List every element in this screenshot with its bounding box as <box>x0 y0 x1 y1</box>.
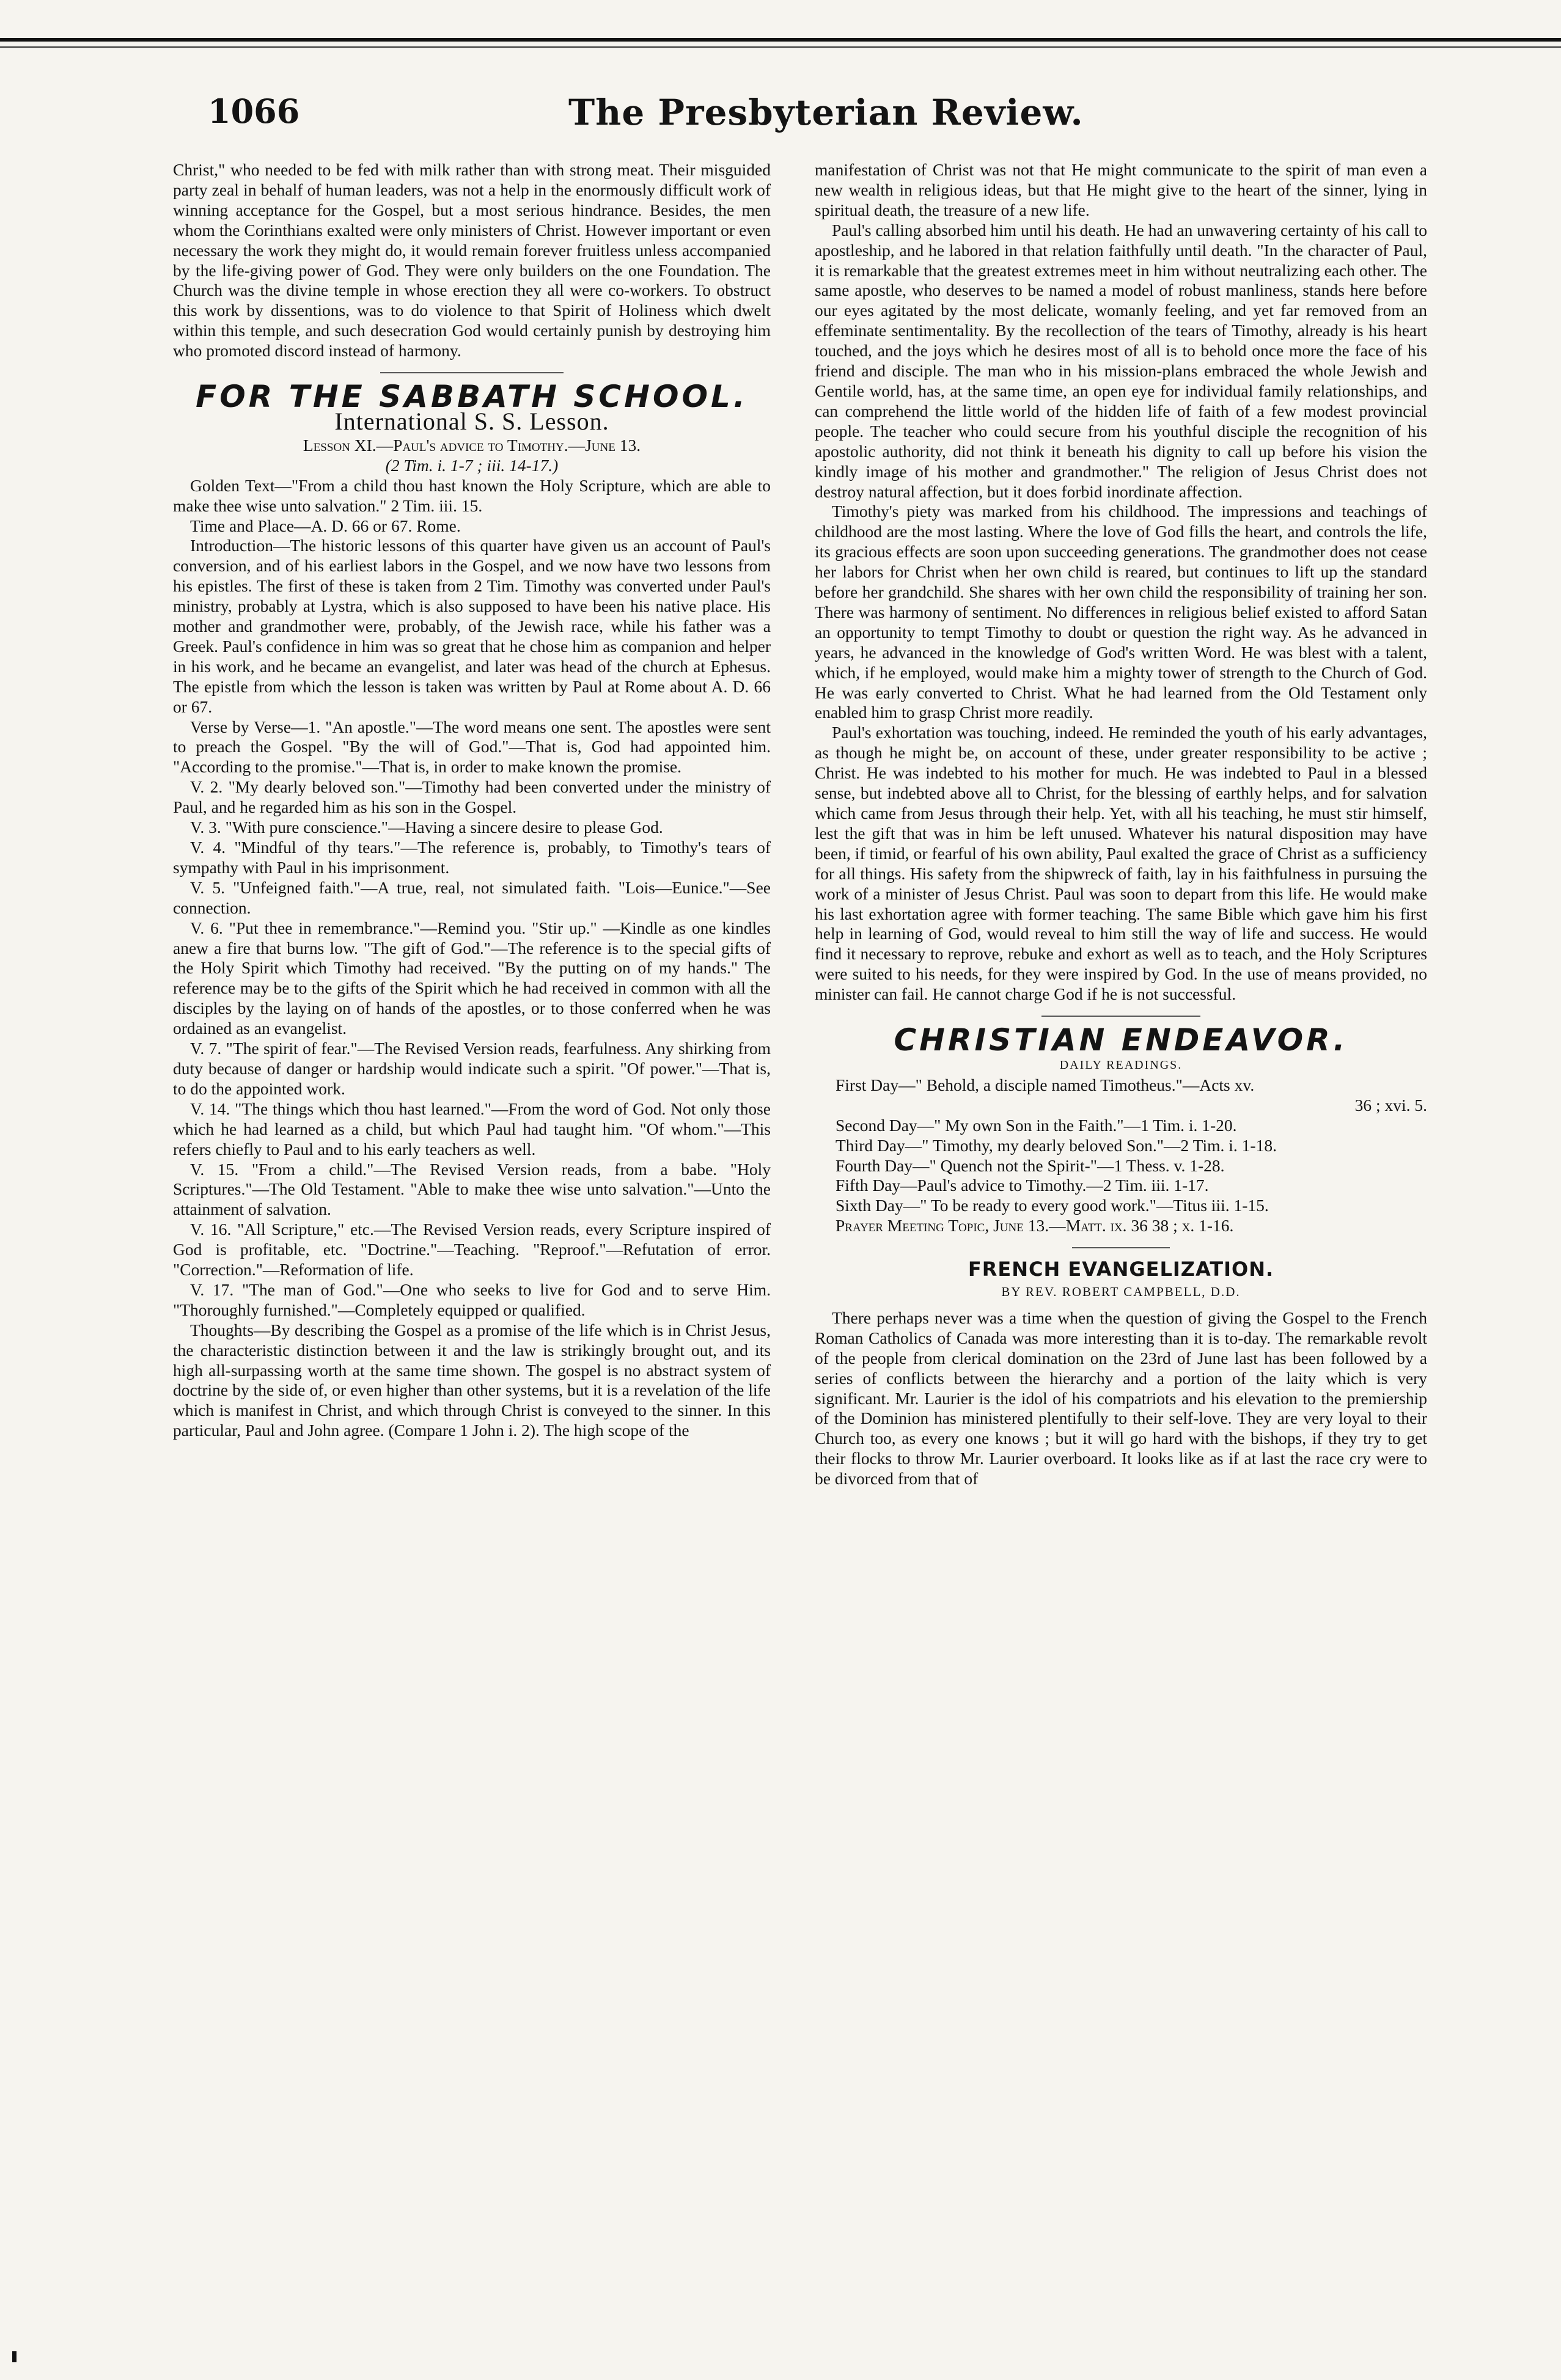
right-column <box>815 160 1427 1489</box>
reading-day-1: First Day—" Behold, a disciple named Timotheus."—Acts xv. <box>836 1075 1255 1094</box>
reading-day-3: Third Day—" Timothy, my dearly beloved Son."—2 Tim. i. 1-18. <box>836 1135 1277 1155</box>
section-divider <box>380 372 564 373</box>
sabbath-school-heading: FOR THE SABBATH SCHOOL. <box>196 379 748 415</box>
article-byline: BY REV. ROBERT CAMPBELL, D.D. <box>1001 1284 1241 1300</box>
lesson-title: International S. S. Lesson. <box>334 407 609 435</box>
lesson-reference: Lesson XI.—Paul's advice to Timothy.—June 13. <box>303 435 641 455</box>
verse-7: V. 7. "The spirit of fear."—The Revised Version reads, fearfulness. Any shirking from duty because of danger or hardship would indicate such a spirit. "Of power."—That is, to do the appointed work. <box>173 1039 771 1098</box>
article-continuation-right: manifestation of Christ was not that He might communicate to the spirit of man even a new wealth in religious ideas, but that He might give to the heart of the sinner, lying in spiritual death, the treasure of a new life. <box>815 160 1427 219</box>
left-column <box>173 160 771 1441</box>
lesson-scripture: (2 Tim. i. 1-7 ; iii. 14-17.) <box>385 455 559 475</box>
golden-text: Golden Text—"From a child thou hast known the Holy Scripture, which are able to make thee wise unto salvation." 2 Tim. iii. 15. <box>173 475 771 515</box>
journal-title: The Presbyterian Review. <box>568 92 1084 133</box>
thoughts: Thoughts—By describing the Gospel as a promise of the life which is in Christ Jesus, the characteristic distinction between it and the law is strikingly brought out, and its high all-surpassing worth at the same time shown. The gospel is no abstract system of doctrine by the side of, or even higher than other systems, but it is a revelation of the life which is manifest in Christ, and which through Christ is conveyed to the sinner. In this particular, Paul and John agree. (Compare 1 John i. 2). The high scope of the <box>173 1320 771 1440</box>
french-evangelization-body: There perhaps never was a time when the question of giving the Gospel to the French Roman Catholics of Canada was more interesting than it is to-day. The remarkable revolt of the people from clerical domination on the 23rd of June last has been followed by a series of conflicts between the hierarchy and a portion of the laity which is very significant. Mr. Laurier is the idol of his compatriots and his elevation to the premiership of the Dominion has ministered plentifully to their self-love. They are very loyal to their Church too, as every one knows ; but it will go hard with the bishops, if they try to get their flocks to throw Mr. Laurier overboard. It looks like as if at last the race cry were to be divorced from that of <box>815 1308 1427 1488</box>
article-continuation: Christ," who needed to be fed with milk rather than with strong meat. Their misguided party zeal in behalf of human leaders, was not a help in the enormously difficult work of winning acceptance for the Gospel, but a most serious hindrance. Besides, the men whom the Corinthians exalted were only ministers of Christ. However important or even necessary the work they might do, it would remain forever fruitless unless accompanied by the life-giving power of God. They were only builders on the one Foundation. The Church was the divine temple in whose erection they all were co-workers. To obstruct this work by dissentions, was to do violence to that Spirit of Holiness which dwelt within this temple, and such desecration God would certainly punish by destroying him who promoted discord instead of harmony. <box>173 160 771 361</box>
section-divider <box>1072 1247 1170 1248</box>
section-divider <box>1041 1016 1200 1017</box>
verse-5: V. 5. "Unfeigned faith."—A true, real, not simulated faith. "Lois—Eunice."—See connection. <box>173 877 771 917</box>
reading-day-2: Second Day—" My own Son in the Faith."—1 Tim. i. 1-20. <box>836 1115 1237 1135</box>
paragraph-exhortation: Paul's exhortation was touching, indeed. He reminded the youth of his early advantages, as though he might be, on account of these, under greater responsibility to be active ; Christ. He was indebted to his mother for much. He was indebted to Paul in a blessed sense, but indebted above all to Christ, for the blessing of earthly helps, and for salvation which came from Jesus through their help. Yet, with all his teaching, he must stir himself, lest the gift that was in him be left unused. Whatever his natural disposition may have been, if timid, or fearful of his own ability, Paul exalted the grace of Christ as a sufficiency for all things. His safety from the shipwreck of faith, lay in his faithfulness in pursuing the work of a minister of Jesus Christ. Paul was soon to depart from this life. He would make his last exhortation agree with former teaching. The same Bible which gave him his first help in learning of God, would reveal to him still the way of life and success. He would find it necessary to reprove, rebuke and exhort as well as to teach, and the Holy Scriptures were suited to his needs, for they were inspired by God. In the use of means provided, no minister can fail. He cannot charge God if he is not successful. <box>815 723 1427 1004</box>
time-and-place: Time and Place—A. D. 66 or 67. Rome. <box>190 516 461 535</box>
reading-day-1-cont: 36 ; xvi. 5. <box>1354 1095 1427 1115</box>
daily-readings-label: DAILY READINGS. <box>1059 1058 1183 1072</box>
verse-3: V. 3. "With pure conscience."—Having a sincere desire to please God. <box>190 818 663 837</box>
paragraph-paul-calling: Paul's calling absorbed him until his death. He had an unwavering certainty of his call to apostleship, and he labored in that relation faithfully until death. "In the character of Paul, it is remarkable that the greatest extremes meet in him without neutralizing each other. The same apostle, who deserves to be named a model of robust manliness, stands here before our eyes agitated by the most delicate, womanly feeling, and yet far removed from an effeminate sentimentality. By the recollection of the tears of Timothy, already is his heart touched, and the joys which he desires most of all is to behold once more the face of his friend and disciple. The man who in his mission-plans embraced the whole Jewish and Gentile world, has, at the same time, an open eye for individual family relationships, and can comprehend the little world of the hidden life of faith of a few modest provincial people. The teacher who could secure from his youthful disciple the recognition of his apostolic authority, did not think it beneath his dignity to call up before his vision the kindly image of his mother and grandmother." The religion of Jesus Christ does not destroy natural affection, but it does forbid inordinate affection. <box>815 220 1427 501</box>
page-header <box>208 92 1552 147</box>
verse-4: V. 4. "Mindful of thy tears."—The reference is, probably, to Timothy's tears of sympathy with Paul in his imprisonment. <box>173 838 771 877</box>
page-number: 1066 <box>208 92 300 131</box>
paragraph-timothy-piety: Timothy's piety was marked from his childhood. The impressions and teachings of childhood are the most lasting. Where the love of God fills the heart, and controls the life, its gracious effects are soon upon succeeding generations. The grandmother does not cease her labors for Christ when her own child is reared, but continues to lift up the standard before her grandchild. She shares with her own child the responsibility of training her son. There was harmony of sentiment. No differences in religious belief existed to afford Satan an opportunity to tempt Timothy to doubt or question the right way. As he advanced in years, he advanced in the knowledge of God's written Word. He was blest with a talent, which, if he employed, would make him a mighty tower of strength to the Church of God. He was early converted to Christ. What he had learned from the Old Testament only enabled him to grasp Christ more readily. <box>815 502 1427 722</box>
reading-day-4: Fourth Day—" Quench not the Spirit-"—1 Thess. v. 1-28. <box>836 1155 1225 1175</box>
top-border-rule <box>0 38 1561 42</box>
reading-day-6: Sixth Day—" To be ready to every good work."—Titus iii. 1-15. <box>836 1196 1269 1215</box>
reading-day-5: Fifth Day—Paul's advice to Timothy.—2 Tim. iii. 1-17. <box>836 1176 1209 1195</box>
christian-endeavor-heading: CHRISTIAN ENDEAVOR. <box>894 1022 1348 1058</box>
prayer-meeting-topic: Prayer Meeting Topic, June 13.—Matt. ix. 36 38 ; x. 1-16. <box>836 1216 1234 1236</box>
verse-14: V. 14. "The things which thou hast learned."—From the word of God. Not only those which he had learned as a child, but which Paul had taught him. "Of whom."—This refers chiefly to Paul and to his early teachers as well. <box>173 1099 771 1159</box>
verse-15: V. 15. "From a child."—The Revised Version reads, from a babe. "Holy Scriptures."—The Old Testament. "Able to make thee wise unto salvation."—Unto the attainment of salvation. <box>173 1159 771 1219</box>
top-border-rule-thin <box>0 46 1561 48</box>
verse-2: V. 2. "My dearly beloved son."—Timothy had been converted under the ministry of Paul, and he regarded him as his son in the Gospel. <box>173 777 771 817</box>
french-evangelization-heading: FRENCH EVANGELIZATION. <box>968 1258 1274 1281</box>
verse-16: V. 16. "All Scripture," etc.—The Revised Version reads, every Scripture inspired of God is profitable, etc. "Doctrine."—Teaching. "Reproof."—Refutation of error. "Correction."—Reformation of life. <box>173 1220 771 1280</box>
introduction: Introduction—The historic lessons of this quarter have given us an account of Paul's conversion, and of his earliest labors in the Gospel, and we now have two lessons from his epistles. The first of these is taken from 2 Tim. Timothy was converted under Paul's ministry, probably at Lystra, which is also supposed to have been his native place. His mother and grandmother were, probably, of the Jewish race, while his father was a Greek. Paul's confidence in him was so great that he chose him as companion and helper in his work, and he became an evangelist, and later was head of the church at Ephesus. The epistle from which the lesson is taken was written by Paul at Rome about A. D. 66 or 67. <box>173 536 771 716</box>
verse-17: V. 17. "The man of God."—One who seeks to live for God and to serve Him. "Thoroughly furnished."—Completely equipped or qualified. <box>173 1280 771 1319</box>
verse-6: V. 6. "Put thee in remembrance."—Remind you. "Stir up." —Kindle as one kindles anew a fire that burns low. "The gift of God."—The reference is to the special gifts of the Holy Spirit which Timothy had received. "By the putting on of my hands." The reference may be to the gifts of the Spirit which he had received in common with all the disciples by the laying on of hands of the apostles, or to those conferred when he was ordained as an evangelist. <box>173 918 771 1038</box>
verse-1: Verse by Verse—1. "An apostle."—The word means one sent. The apostles were sent to preach the Gospel. "By the will of God."—That is, God had appointed him. "According to the promise."—That is, in order to make known the promise. <box>173 717 771 777</box>
margin-mark <box>12 2351 17 2362</box>
